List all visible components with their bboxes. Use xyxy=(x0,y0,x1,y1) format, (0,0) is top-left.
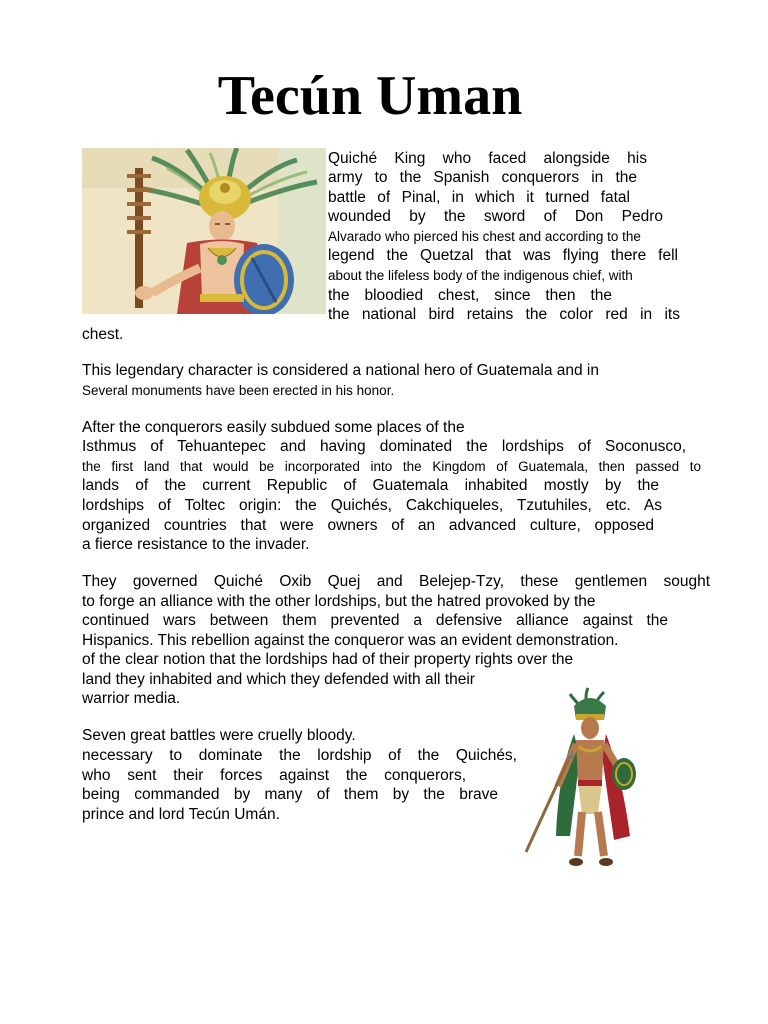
paragraph-3-line: Isthmus of Tehuantepec and having dominated the lordships of Soconusco, xyxy=(82,438,686,455)
paragraph-1-line: chest. xyxy=(82,326,124,343)
paragraph-3-line: a fierce resistance to the invader. xyxy=(82,536,310,553)
paragraph-1-line: Quiché King who faced alongside his xyxy=(328,150,647,167)
paragraph-4-line: land they inhabited and which they defended with all their xyxy=(82,671,475,688)
paragraph-4-line: of the clear notion that the lordships had of their property rights over the xyxy=(82,651,574,668)
paragraph-2-line: This legendary character is considered a national hero of Guatemala and in xyxy=(82,362,599,379)
paragraph-1-line: the bloodied chest, since then the xyxy=(328,287,612,304)
paragraph-2-line: Several monuments have been erected in his honor. xyxy=(82,383,395,398)
paragraph-3-line: After the conquerors easily subdued some places of the xyxy=(82,419,465,436)
paragraph-4-line: Hispanics. This rebellion against the conqueror was an evident demonstration. xyxy=(82,632,619,649)
paragraph-3-line: lands of the current Republic of Guatemala inhabited mostly by the xyxy=(82,477,659,494)
paragraph-3-line: the first land that would be incorporated into the Kingdom of Guatemala, then passed to xyxy=(82,459,701,474)
tecun-uman-painting xyxy=(82,148,326,314)
paragraph-4-line: to forge an alliance with the other lordships, but the hatred provoked by the xyxy=(82,593,596,610)
paragraph-3-line: organized countries that were owners of an advanced culture, opposed xyxy=(82,517,654,534)
paragraph-4-line: continued wars between them prevented a defensive alliance against the xyxy=(82,612,668,629)
paragraph-4-line: They governed Quiché Oxib Quej and Belejep-Tzy, these gentlemen sought xyxy=(82,573,710,590)
paragraph-1-line: battle of Pinal, in which it turned fatal xyxy=(328,189,630,206)
paragraph-1-line: the national bird retains the color red in its xyxy=(328,306,680,323)
paragraph-4-line: warrior media. xyxy=(82,690,181,707)
paragraph-1-line: army to the Spanish conquerors in the xyxy=(328,169,637,186)
paragraph-5-line: Seven great battles were cruelly bloody. xyxy=(82,727,356,744)
paragraph-5-line: prince and lord Tecún Umán. xyxy=(82,806,280,823)
paragraph-1-line: wounded by the sword of Don Pedro xyxy=(328,208,663,225)
paragraph-5-line: who sent their forces against the conquerors, xyxy=(82,767,466,784)
paragraph-5-line: necessary to dominate the lordship of the Quichés, xyxy=(82,747,517,764)
warrior-illustration xyxy=(518,686,642,876)
paragraph-1-line: Alvarado who pierced his chest and according to the xyxy=(328,229,641,244)
paragraph-3-line: lordships of Toltec origin: the Quichés, Cakchiqueles, Tzutuhiles, etc. As xyxy=(82,497,662,514)
paragraph-5-line: being commanded by many of them by the brave xyxy=(82,786,498,803)
paragraph-1-line: legend the Quetzal that was flying there fell xyxy=(328,247,678,264)
page-title: Tecún Uman xyxy=(217,65,523,127)
paragraph-1-line: about the lifeless body of the indigenous chief, with xyxy=(328,268,633,283)
